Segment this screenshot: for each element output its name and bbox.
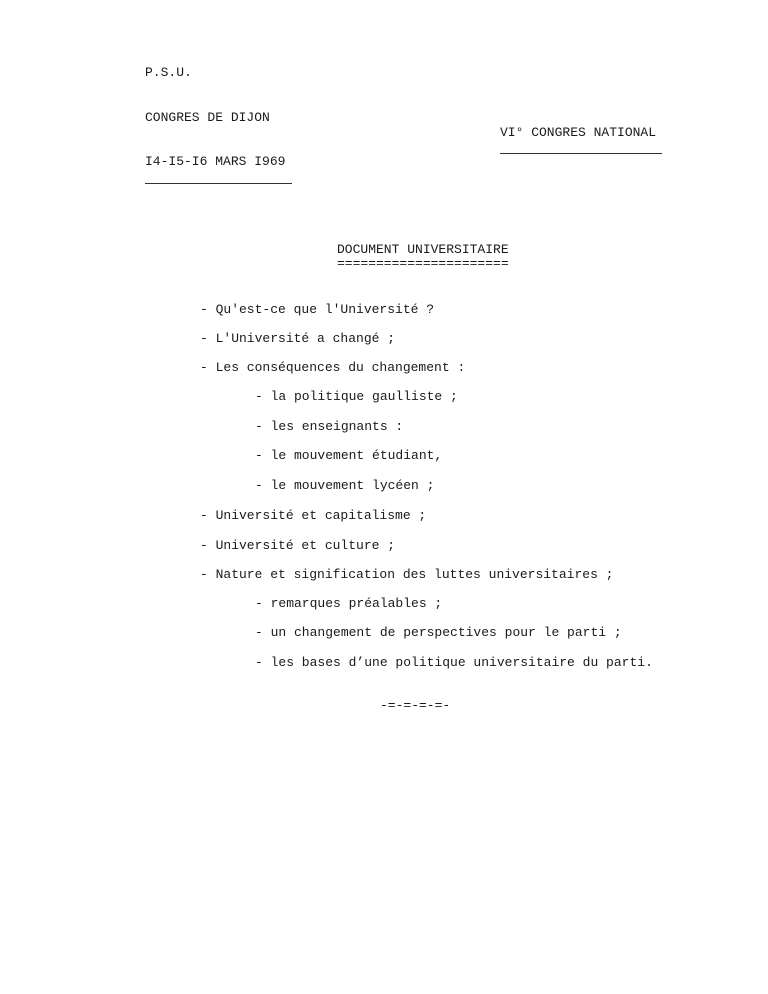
document-title-underline: ====================== <box>337 256 509 271</box>
outline-item: - Nature et signification des luttes universitaires ; <box>200 567 614 582</box>
congress-dates: I4-I5-I6 MARS I969 <box>145 154 286 169</box>
outline-item: - Université et capitalisme ; <box>200 508 427 523</box>
outline-subitem: - les bases d’une politique universitaire du parti. <box>255 655 653 670</box>
outline-item: - Les conséquences du changement : <box>200 360 466 375</box>
outline-subitem: - le mouvement étudiant, <box>255 448 443 463</box>
outline-item: - L'Université a changé ; <box>200 331 396 346</box>
party-name: P.S.U. <box>145 65 192 80</box>
congress-national: VI° CONGRES NATIONAL <box>500 125 657 140</box>
document-title: DOCUMENT UNIVERSITAIRE <box>337 242 509 257</box>
outline-subitem: - remarques préalables ; <box>255 596 443 611</box>
congress-national-underline <box>500 153 662 154</box>
outline-subitem: - les enseignants : <box>255 419 404 434</box>
outline-item: - Université et culture ; <box>200 538 396 553</box>
congress-location: CONGRES DE DIJON <box>145 110 270 125</box>
closing-mark: -=-=-=-=- <box>380 698 451 713</box>
outline-item: - Qu'est-ce que l'Université ? <box>200 302 435 317</box>
outline-subitem: - un changement de perspectives pour le parti ; <box>255 625 622 640</box>
outline-subitem: - le mouvement lycéen ; <box>255 478 435 493</box>
congress-dates-underline <box>145 183 292 184</box>
outline-subitem: - la politique gaulliste ; <box>255 389 458 404</box>
